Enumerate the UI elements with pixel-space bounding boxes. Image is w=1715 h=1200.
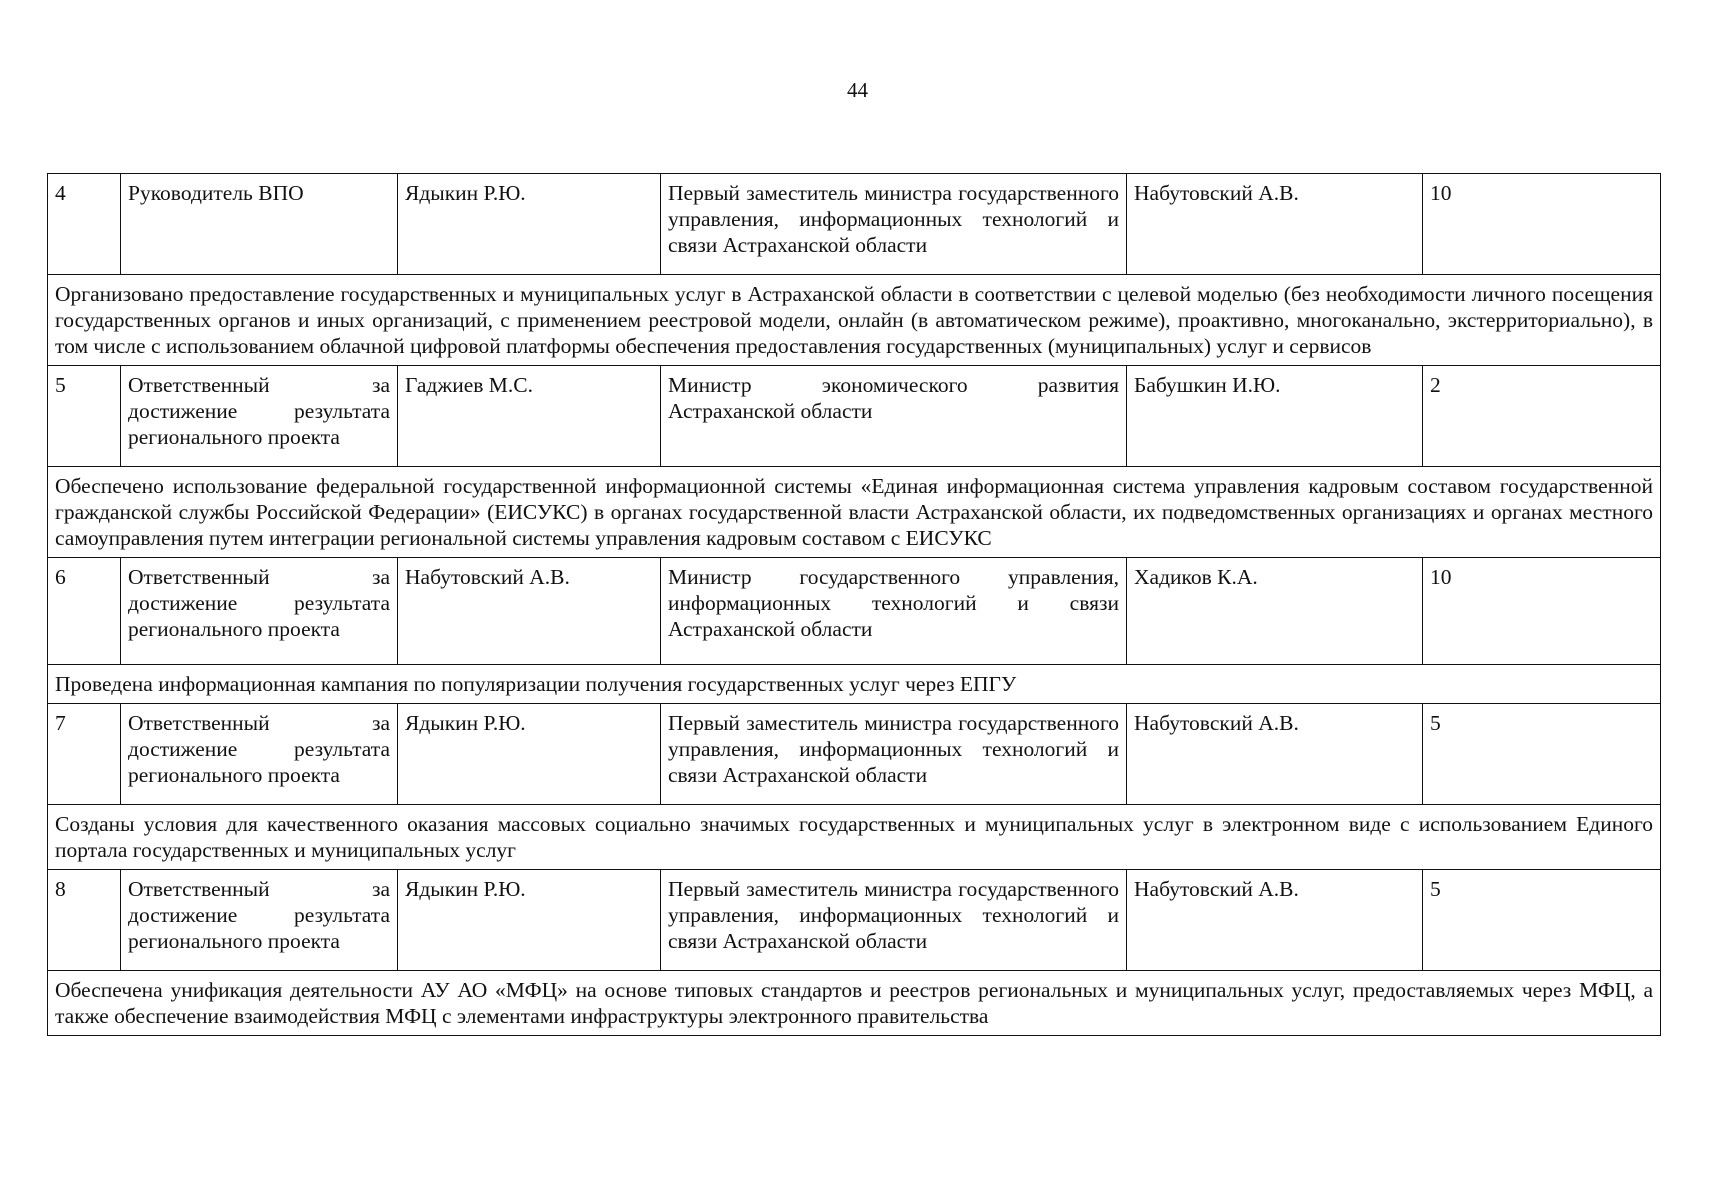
position-cell: Первый заместитель министра государственного управления, информационных технологий и связи Астраханской области	[661, 174, 1127, 275]
value-cell: 5	[1423, 870, 1661, 971]
table-row	[48, 174, 1661, 275]
supervisor-cell: Бабушкин И.Ю.	[1127, 366, 1423, 467]
role-cell: Ответственный за достижение результата регионального проекта	[121, 870, 398, 971]
supervisor-cell: Набутовский А.В.	[1127, 174, 1423, 275]
row-number-cell: 8	[48, 870, 121, 971]
table-row	[48, 870, 1661, 971]
value-cell: 2	[1423, 366, 1661, 467]
row-number-cell: 5	[48, 366, 121, 467]
position-cell: Министр экономического развития Астраханской области	[661, 366, 1127, 467]
result-description: Созданы условия для качественного оказания массовых социально значимых государственных и муниципальных услуг в электронном виде с использованием Единого портала государственных и муниципальных услуг	[48, 805, 1661, 870]
result-description: Обеспечено использование федеральной государственной информационной системы «Единая информационная система управления кадровым составом государственной гражданской службы Российской Федерации» (ЕИСУКС) в органах государственной власти Астраханской области, их подведомственных организациях и органах местного самоуправления путем интеграции региональной системы управления кадровым составом с ЕИСУКС	[48, 467, 1661, 558]
role-cell: Ответственный за достижение результата регионального проекта	[121, 704, 398, 805]
supervisor-cell: Хадиков К.А.	[1127, 558, 1423, 665]
value-cell: 10	[1423, 174, 1661, 275]
supervisor-cell: Набутовский А.В.	[1127, 704, 1423, 805]
supervisor-cell: Набутовский А.В.	[1127, 870, 1423, 971]
description-row	[48, 467, 1661, 558]
table-row	[48, 558, 1661, 665]
description-row	[48, 665, 1661, 704]
name-cell: Ядыкин Р.Ю.	[398, 174, 661, 275]
participants-table	[47, 173, 1661, 1036]
result-description: Проведена информационная кампания по популяризации получения государственных услуг через ЕПГУ	[48, 665, 1661, 704]
role-cell: Ответственный за достижение результата регионального проекта	[121, 558, 398, 665]
value-cell: 10	[1423, 558, 1661, 665]
position-cell: Министр государственного управления, информационных технологий и связи Астраханской области	[661, 558, 1127, 665]
name-cell: Ядыкин Р.Ю.	[398, 870, 661, 971]
row-number-cell: 6	[48, 558, 121, 665]
table-row	[48, 366, 1661, 467]
name-cell: Ядыкин Р.Ю.	[398, 704, 661, 805]
description-row	[48, 805, 1661, 870]
description-row	[48, 275, 1661, 366]
name-cell: Гаджиев М.С.	[398, 366, 661, 467]
position-cell: Первый заместитель министра государственного управления, информационных технологий и связи Астраханской области	[661, 704, 1127, 805]
row-number-cell: 4	[48, 174, 121, 275]
result-description: Обеспечена унификация деятельности АУ АО «МФЦ» на основе типовых стандартов и реестров региональных и муниципальных услуг, предоставляемых через МФЦ, а также обеспечение взаимодействия МФЦ с элементами инфраструктуры электронного правительства	[48, 971, 1661, 1036]
position-cell: Первый заместитель министра государственного управления, информационных технологий и связи Астраханской области	[661, 870, 1127, 971]
description-row	[48, 971, 1661, 1036]
table-row	[48, 704, 1661, 805]
role-cell: Руководитель ВПО	[121, 174, 398, 275]
result-description: Организовано предоставление государственных и муниципальных услуг в Астраханской области в соответствии с целевой моделью (без необходимости личного посещения государственных органов и иных организаций, с применением реестровой модели, онлайн (в автоматическом режиме), проактивно, многоканально, экстерриториально), в том числе с использованием облачной цифровой платформы обеспечения предоставления государственных (муниципальных) услуг и сервисов	[48, 275, 1661, 366]
role-cell: Ответственный за достижение результата регионального проекта	[121, 366, 398, 467]
name-cell: Набутовский А.В.	[398, 558, 661, 665]
page-number: 44	[847, 78, 868, 102]
row-number-cell: 7	[48, 704, 121, 805]
value-cell: 5	[1423, 704, 1661, 805]
